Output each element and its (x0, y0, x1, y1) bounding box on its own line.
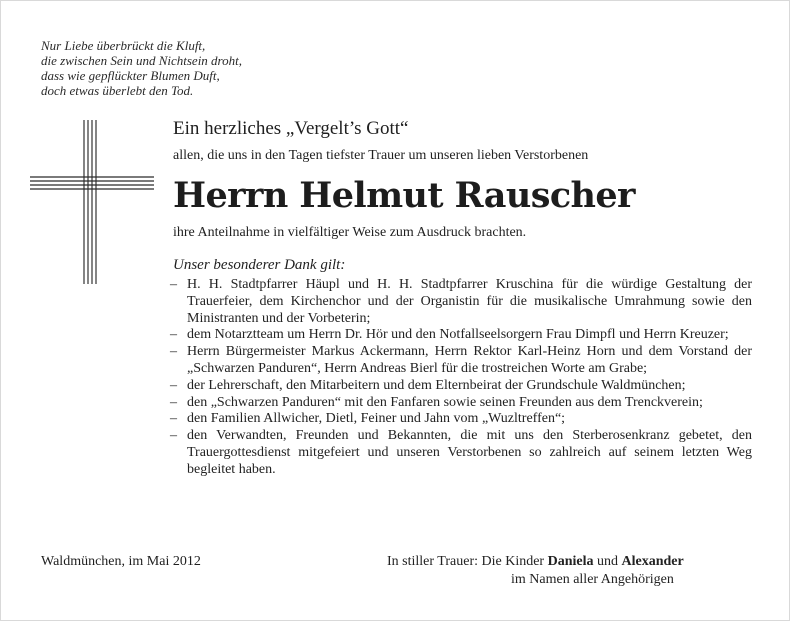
list-item: – H. H. Stadtpfarrer Häupl und H. H. Stadtpfarrer Kruschina für die würdige Gestaltung der Trauerfeier, dem Kirchenchor und der Organistin für die musikalische Umrahmung sowie den Ministranten und der Vorbeterin; (170, 277, 752, 327)
opening-poem (41, 38, 371, 98)
child-name-daniela: Daniela (547, 554, 594, 569)
child-name-alexander: Alexander (621, 554, 684, 569)
list-item: – Herrn Bürgermeister Markus Ackermann, Herrn Rektor Karl-Heinz Horn und dem Vorstand der „Schwarzen Panduren“, Herrn Andreas Bierl für die trostreichen Worte am Grabe; (170, 344, 752, 378)
thanks-heading: Ein herzliches „Vergelt’s Gott“ (173, 118, 409, 139)
announcement-block (173, 118, 763, 242)
list-item: – den Verwandten, Freunden und Bekannten, die mit uns den Sterberosenkranz gebetet, den Trauergottesdienst mitgefeiert und unseren Verstorbenen so zahlreich auf seinem letzten Weg begleitet haben. (170, 428, 752, 478)
poem-line-3: dass wie gepflückter Blumen Duft, (41, 68, 220, 83)
poem-line-1: Nur Liebe überbrückt die Kluft, (41, 38, 206, 53)
poem-line-4: doch etwas überlebt den Tod. (41, 83, 194, 98)
intro-text: allen, die uns in den Tagen tiefster Trauer um unseren lieben Verstorbenen (173, 148, 589, 163)
special-thanks-list (170, 277, 752, 479)
sympathy-text: ihre Anteilnahme in vielfältiger Weise zum Ausdruck brachten. (173, 225, 527, 240)
cross-icon (30, 120, 154, 284)
special-thanks-title: Unser besonderer Dank gilt: (173, 257, 346, 273)
list-item: – der Lehrerschaft, den Mitarbeitern und dem Elternbeirat der Grundschule Waldmünchen; (170, 378, 752, 395)
deceased-name: Herrn Helmut Rauscher (173, 175, 635, 216)
list-item: – den Familien Allwicher, Dietl, Feiner und Jahn vom „Wuzltreffen“; (170, 411, 752, 428)
signature-line: im Namen aller Angehörigen (511, 572, 674, 587)
mourning-prefix: In stiller Trauer: Die Kinder (387, 554, 545, 569)
mourning-signature (387, 553, 757, 589)
place-date: Waldmünchen, im Mai 2012 (41, 554, 201, 569)
list-item: – dem Notarztteam um Herrn Dr. Hör und den Notfallseelsorgern Frau Dimpfl und Herrn Kreuzer; (170, 327, 752, 344)
list-item: – den „Schwarzen Panduren“ mit den Fanfaren sowie seinen Freunden aus dem Trenckverein; (170, 395, 752, 412)
conjunction-text: und (596, 554, 618, 569)
poem-line-2: die zwischen Sein und Nichtsein droht, (41, 53, 242, 68)
